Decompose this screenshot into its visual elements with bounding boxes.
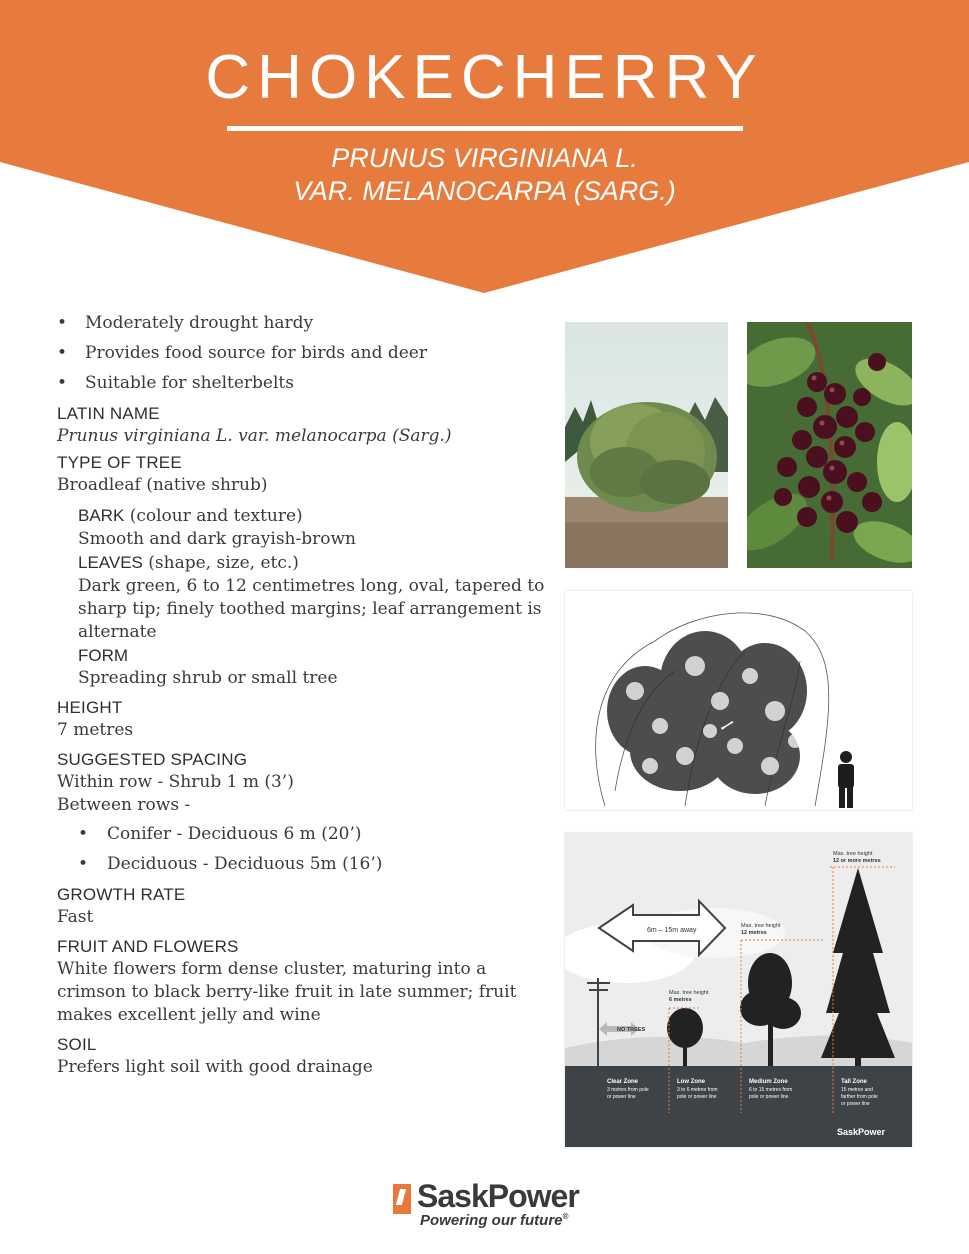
leaves-heading: LEAVES: [78, 553, 143, 572]
leaves-value: Dark green, 6 to 12 centimetres long, oval, tapered to sharp tip; finely toothed margins; leaf arrangement is alternate: [78, 576, 545, 642]
list-item: • Suitable for shelterbelts: [57, 372, 547, 395]
shrub-photo: [565, 322, 728, 568]
zone-tall-desc-2: farther from pole: [841, 1094, 878, 1100]
subtitle-line-2: VAR. MELANOCARPA (SARG.): [293, 176, 676, 206]
growth-value: Fast: [57, 907, 94, 927]
spacing-heading: SUGGESTED SPACING: [57, 750, 248, 769]
zone-tall-desc-3: or power line: [841, 1101, 870, 1107]
fruit-heading: FRUIT AND FLOWERS: [57, 937, 239, 956]
soil-value: Prefers light soil with good drainage: [57, 1057, 373, 1077]
height-value: 7 metres: [57, 720, 134, 740]
zone-medium-desc-1: 6 to 15 metres from: [749, 1087, 793, 1093]
type-of-tree-heading: TYPE OF TREE: [57, 453, 182, 472]
arrow-label: 6m – 15m away: [647, 927, 697, 934]
tall-max-l2: 12 or more metres: [833, 858, 881, 864]
zone-tall-desc-1: 15 metres and: [841, 1087, 873, 1093]
list-item: • Conifer - Deciduous 6 m (20’): [78, 823, 547, 846]
shrub-sketch-illustration: [565, 591, 912, 810]
no-trees-label: NO TREES: [617, 1027, 646, 1033]
zone-low-desc-2: pole or power line: [677, 1094, 717, 1100]
zone-clear-desc-1: 3 metres from pole: [607, 1087, 649, 1093]
list-item: • Deciduous - Deciduous 5m (16’): [78, 853, 547, 876]
human-silhouette-icon: [838, 751, 854, 808]
medium-max-l1: Max. tree height: [741, 923, 781, 929]
spacing-within: Within row - Shrub 1 m (3’): [57, 772, 294, 792]
page-title: CHOKECHERRY: [205, 43, 764, 112]
highlights-list: [57, 312, 547, 395]
bark-heading: BARK: [78, 506, 125, 525]
zone-low-desc-1: 3 to 6 metres from: [677, 1087, 718, 1093]
medium-max-l2: 12 metres: [741, 930, 767, 936]
form-value: Spreading shrub or small tree: [78, 668, 338, 688]
logo-tagline: [420, 1212, 568, 1229]
type-of-tree-value: Broadleaf (native shrub): [57, 475, 268, 495]
zone-clear-desc-2: or power line: [607, 1094, 636, 1100]
soil-heading: SOIL: [57, 1035, 97, 1054]
characteristics-block: [57, 504, 547, 690]
logo-brand-text: SaskPower: [417, 1178, 579, 1214]
spacing-between: Between rows -: [57, 795, 191, 815]
subtitle-line-1: PRUNUS VIRGINIANA L.: [331, 143, 638, 173]
fruit-value: White flowers form dense cluster, maturing into a crimson to black berry-like fruit in late summer; fruit makes excellent jelly and wine: [57, 959, 517, 1025]
zone-clear-title: Clear Zone: [607, 1079, 639, 1085]
zone-low-title: Low Zone: [677, 1079, 705, 1085]
berries-photo: [747, 322, 912, 568]
height-heading: HEIGHT: [57, 698, 123, 717]
fact-sheet-body: [57, 312, 547, 1079]
zone-medium-title: Medium Zone: [749, 1079, 788, 1085]
latin-name-value: Prunus virginiana L. var. melanocarpa (Sarg.): [57, 426, 452, 446]
saskpower-logo: [393, 1178, 583, 1232]
zone-medium-desc-2: pole or power line: [749, 1094, 789, 1100]
list-item: • Moderately drought hardy: [57, 312, 547, 335]
zone-tall-title: Tall Zone: [841, 1079, 867, 1085]
registered-mark: ®: [562, 1212, 569, 1221]
diagram-brand: SaskPower: [837, 1127, 886, 1137]
low-max-l1: Max. tree height: [669, 990, 709, 996]
title-divider: [227, 126, 743, 131]
planting-zone-diagram: [565, 833, 912, 1147]
saskpower-mark-icon: [393, 1184, 411, 1214]
low-max-l2: 6 metres: [669, 997, 692, 1003]
logo-tagline-text: Powering our future: [420, 1212, 563, 1229]
header-banner: [0, 0, 969, 295]
spacing-list: [57, 823, 547, 876]
leaves-note: (shape, size, etc.): [142, 553, 299, 573]
tall-max-l1: Max. tree height: [833, 851, 873, 857]
form-heading: FORM: [78, 646, 129, 665]
list-item: • Provides food source for birds and deer: [57, 342, 547, 365]
growth-heading: GROWTH RATE: [57, 885, 186, 904]
bark-note: (colour and texture): [124, 506, 303, 526]
latin-name-heading: LATIN NAME: [57, 404, 160, 423]
bark-value: Smooth and dark grayish-brown: [78, 529, 356, 549]
